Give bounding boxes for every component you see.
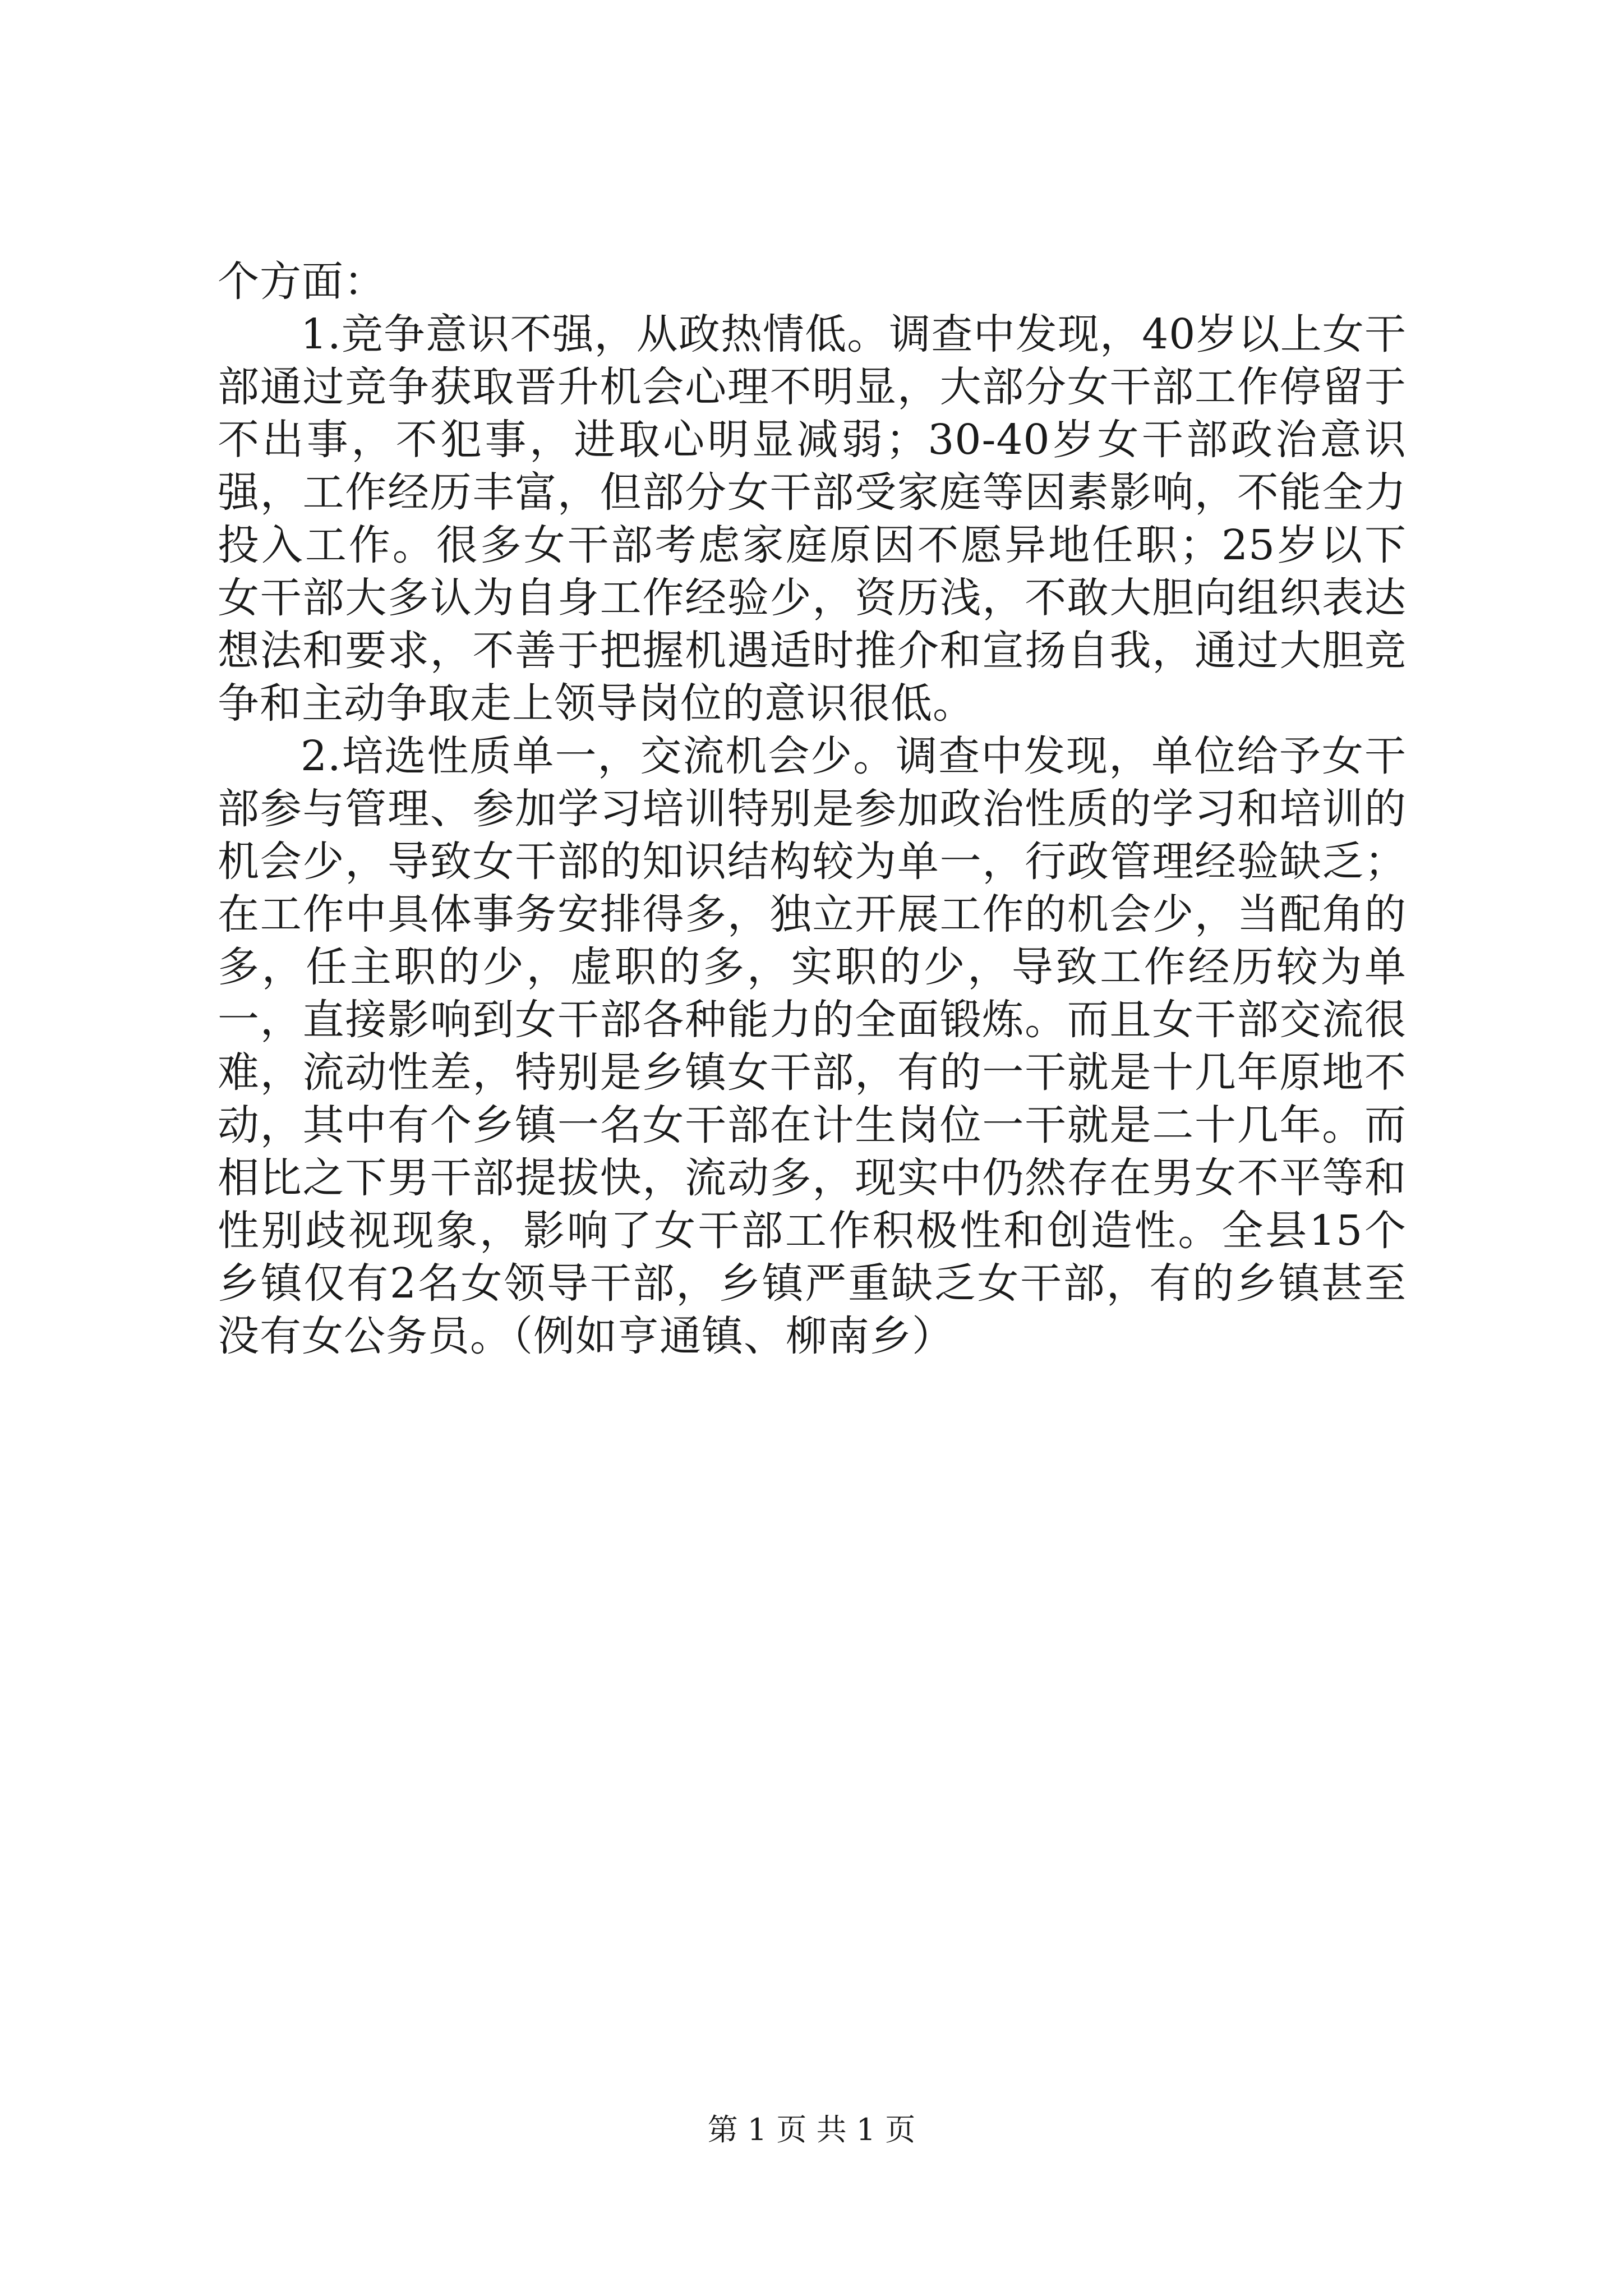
paragraph-1: 1.竞争意识不强，从政热情低。调查中发现，40岁以上女干部通过竞争获取晋升机会心理不明显，大部分女干部工作停留于不出事，不犯事，进取心明显减弱；30-40岁女干部政治意识强，工作经历丰富，但部分女干部受家庭等因素影响，不能全力投入工作。很多女干部考虑家庭原因不愿异地任职；25岁以下女干部大多认为自身工作经验少，资历浅，不敢大胆向组织表达想法和要求，不善于把握机遇适时推介和宣扬自我，通过大胆竞争和主动争取走上领导岗位的意识很低。 (218, 310, 1407, 728)
document-body (218, 255, 1407, 1363)
page-footer: 第 1 页 共 1 页 (707, 2112, 916, 2147)
paragraph-2: 2.培选性质单一，交流机会少。调查中发现，单位给予女干部参与管理、参加学习培训特别是参加政治性质的学习和培训的机会少，导致女干部的知识结构较为单一，行政管理经验缺乏；在工作中具体事务安排得多，独立开展工作的机会少，当配角的多，任主职的少，虚职的多，实职的少，导致工作经历较为单一，直接影响到女干部各种能力的全面锻炼。而且女干部交流很难，流动性差，特别是乡镇女干部，有的一干就是十几年原地不动，其中有个乡镇一名女干部在计生岗位一干就是二十几年。而相比之下男干部提拔快，流动多，现实中仍然存在男女不平等和性别歧视现象，影响了女干部工作积极性和创造性。全县15个乡镇仅有2名女领导干部，乡镇严重缺乏女干部，有的乡镇甚至没有女公务员。（例如亨通镇、柳南乡） (218, 732, 1407, 1360)
paragraph-continuation: 个方面： (218, 257, 386, 306)
